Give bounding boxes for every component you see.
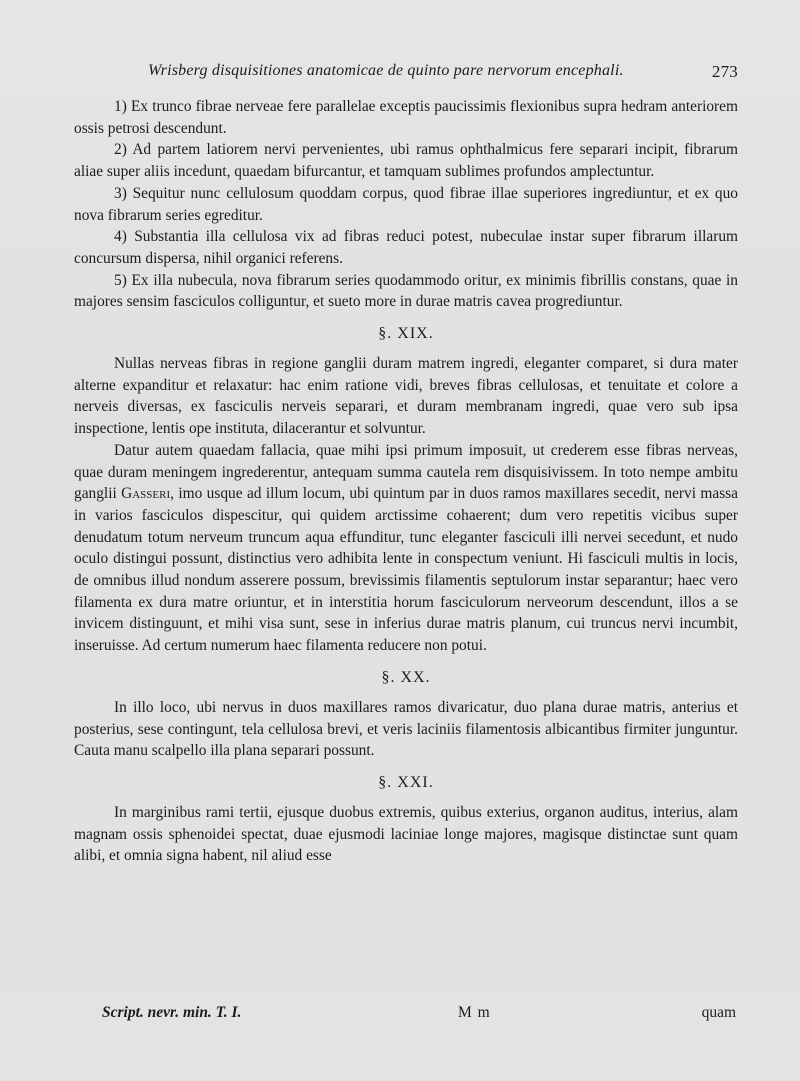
section-xxi-paragraph-1: In marginibus rami tertii, ejusque duobus extremis, quibus exterius, organon auditus, interius, alam magnam ossis sphenoidei spectat, duae ejusmodi laciniae longe majores, magisque distinctae sunt quam alibi, et omnia signa habent, nil aliud esse (74, 803, 738, 865)
section-xx-paragraph-1: In illo loco, ubi nervus in duos maxillares ramos divaricatur, duo plana durae matris, anterius et posterius, sese contingunt, tela cellulosa brevi, et veris laciniis filamentosis albicantibus firmiter junguntur. Cauta manu scalpello illa plana separari possunt. (74, 698, 738, 760)
author-name-gasseri: Gasseri (121, 485, 171, 503)
numbered-item-2: 2) Ad partem latiorem nervi pervenientes, ubi ramus ophthalmicus fere separari incipit, fibrarum aliae super aliis incedunt, quaedam bifurcantur, et tamquam sublimes profundos amplectuntur. (74, 141, 738, 181)
page-footer (102, 1004, 736, 1028)
catchword: quam (701, 1004, 736, 1021)
numbered-item-4: 4) Substantia illa cellulosa vix ad fibras reduci potest, nubeculae instar super fibrarum illarum concursum dispersa, nihil organici referens. (74, 228, 738, 267)
section-xix-paragraph-1: Nullas nerveas fibras in regione ganglii duram matrem ingredi, eleganter comparet, si dura mater alterne expanditur et relaxatur: hac enim ratione vidi, breves fibras cellulosas, et tenuitate et colore a nerveis diversas, ex fasciculis nerveis separari, et duram membranam ingredi, quae vero sub ipsa inspectione, lentis ope instituta, dilacerantur et solvuntur. (74, 355, 738, 438)
page-number: 273 (711, 62, 738, 81)
section-heading-xix: §. XIX. (378, 325, 434, 343)
section-xix-paragraph-2: Datur autem quaedam fallacia, quae mihi ipsi primum imposuit, ut crederem esse fibras nerveas, quae duram meningem ingrederentur, antequam summa cautela rem disquisivissem. In toto nempe ambitu ganglii Gasseri, imo usque ad illum locum, ubi quintum par in duos ramos maxillares secedit, nervi massa in varios fasciculos dispescitur, qui quidem arctissime cohaerent; dum vero repetitis vicibus super denudatum totum nerveum truncum aqua effunditur, tunc eleganter fasciculi illi nervei secedunt, et nudo oculo distingui possunt, distinctius vero adhibita lente in conspectum veniunt. Hi fasciculi multis in locis, de omnibus illud nondum asserere possum, brevissimis filamentis septulorum instar separantur; haec vero filamenta ex dura matre oriuntur, et in interstitia horum fasciculorum nerveorum descendunt, illos a se invicem distinguunt, et mihi visa sunt, sese in inferius durae matris planum, cui truncus nervi incumbit, inseruisse. Ad certum numerum haec filamenta reducere non potui. (74, 441, 738, 655)
section-heading-xxi: §. XXI. (378, 773, 434, 791)
numbered-item-5: 5) Ex illa nubecula, nova fibrarum series quodammodo oritur, ex minimis fibrillis constans, quae in majores sensim fasciculos colliguntur, et sueto more in durae matris cavea progrediuntur. (74, 271, 738, 311)
signature-line: Script. nevr. min. T. I. (102, 1004, 242, 1021)
main-text (74, 96, 738, 867)
running-header (148, 62, 738, 88)
section-heading-xx: §. XX. (381, 668, 431, 686)
numbered-item-1: 1) Ex trunco fibrae nerveae fere parallelae exceptis paucissimis flexionibus supra hedram anteriorem ossis petrosi descendunt. (74, 98, 738, 137)
numbered-item-3: 3) Sequitur nunc cellulosum quoddam corpus, quod fibrae illae superiores ingrediuntur, et ex quo nova fibrarum series egreditur. (74, 184, 738, 224)
running-title: Wrisberg disquisitiones anatomicae de quinto pare nervorum encephali. (148, 62, 624, 79)
signature-mark: M m (458, 1004, 491, 1021)
